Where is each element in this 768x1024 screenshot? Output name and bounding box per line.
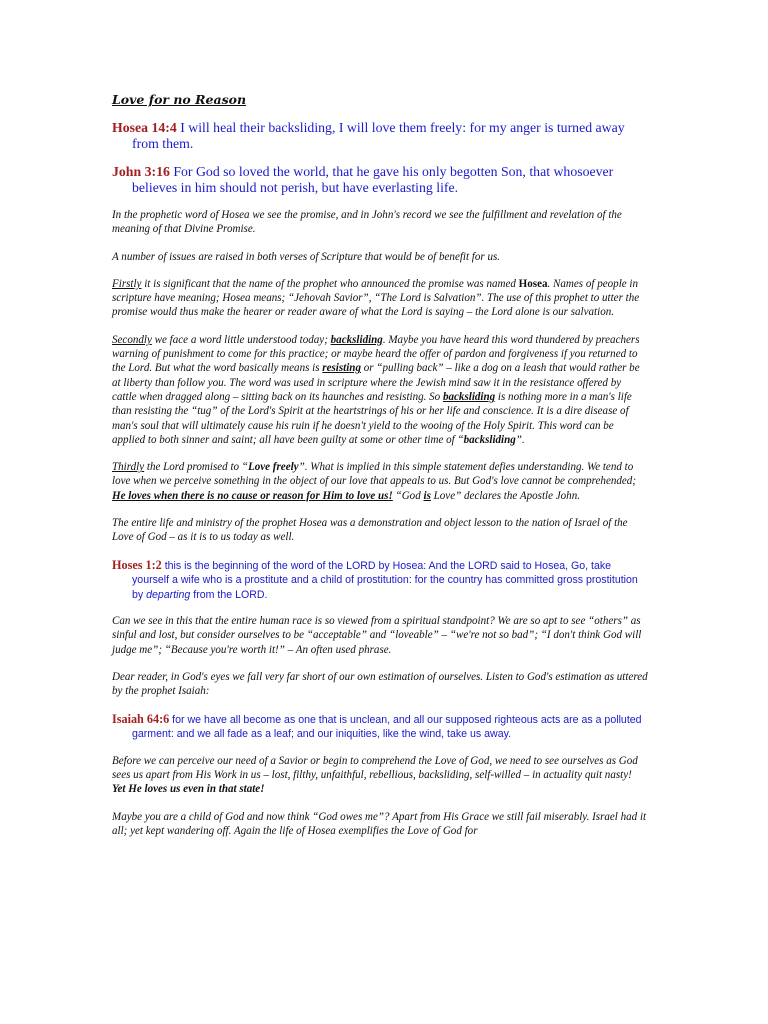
emphasis-hosea: Hosea: [518, 277, 548, 290]
paragraph-hosea-life: The entire life and ministry of the prophet Hosea was a demonstration and object lesson to the nation of Israel of the Love of God – as it is to us today as well.: [112, 517, 628, 544]
verse-reference: John 3:16: [112, 164, 170, 179]
paragraph-lead: Firstly: [112, 277, 142, 290]
paragraph-lead: Secondly: [112, 333, 152, 346]
paragraph-lead: Thirdly: [112, 461, 145, 474]
document-body: [112, 92, 648, 851]
emphasis-word: is: [423, 489, 431, 502]
paragraph-child-of-god: Maybe you are a child of God and now think “God owes me”? Apart from His Grace we still fail miserably. Israel had it all; yet kept wandering off. Again the life of Hosea exemplifies the Love of God for: [112, 810, 647, 837]
paragraph-human-race: Can we see in this that the entire human race is so viewed from a spiritual standpoint? We are so apt to see “others” as sinful and lost, but consider ourselves to be “acceptable” and “loveable” – “we're not so bad”; “I don't think God will judge me”; “Because you're worth it!” – An often used phrase.: [112, 615, 642, 656]
text-run: it is significant that the name of the prophet who announced the promise was named: [141, 277, 519, 290]
emphasis-word: backsliding: [463, 433, 516, 446]
verse-text: this is the beginning of the word of the LORD by Hosea: And the LORD said to Hosea, Go, take yourself a wife who is a prostitute and a child of prostitution: for the country has committed gross prostitution by: [132, 559, 638, 601]
text-run: . Names of people in scripture have meaning; Hosea means; “Jehovah Savior”, “The Lord is Salvation”. The use of this prophet to utter the promise would thus make the hearer or reader aware of what the Lord is saying – the Lord alone is our salvation.: [112, 277, 640, 319]
verse-reference: Hoses 1:2: [112, 557, 162, 572]
text-run: or “pulling back” – like a dog on a leash that would rather be at liberty than follow you. The word was used in scripture where the Jewish mind saw it in the resistance offered by cattle when dragged along – sitting back on its haunches and resisting. So: [112, 362, 640, 403]
paragraph-dear-reader: Dear reader, in God's eyes we fall very far short of our own estimation of ourselves. Listen to God's estimation as uttered by the prophet Isaiah:: [112, 671, 648, 698]
verse-isaiah-64-6: [112, 712, 648, 742]
emphasis-word: Love freely: [247, 461, 299, 474]
text-run: ”. What is implied in this simple statement defies understanding. We tend to love when we perceive something in the object of our love that appeals to us. But God's love cannot be comprehended;: [112, 461, 636, 488]
text-run: . Maybe you have heard this word thundered by preachers warning of punishment to come for this practice; or maybe heard the offer of pardon and forgiveness if you returned to the Lord. But what the word basically means is: [112, 333, 640, 375]
verse-text: from the LORD.: [190, 588, 268, 601]
paragraph-secondly: [112, 333, 648, 447]
paragraph-thirdly: [112, 460, 648, 503]
paragraph-firstly: [112, 277, 648, 320]
emphasis-word: backsliding: [442, 390, 496, 403]
emphasis-word: backsliding: [330, 333, 383, 346]
verse-text: for we have all become as one that is unclean, and all our supposed righteous acts are as a polluted garment: and we all fade as a leaf; and our iniquities, like the wind, take us away.: [132, 713, 642, 741]
paragraph-savior: [112, 754, 648, 797]
paragraph-issues: A number of issues are raised in both verses of Scripture that would be of benefit for us.: [112, 250, 501, 263]
emphasis-word: resisting: [322, 362, 361, 375]
emphasis-statement: He loves when there is no cause or reason for Him to love us!: [112, 489, 393, 502]
verse-emphasis: departing: [146, 588, 191, 601]
text-run: ”.: [515, 433, 525, 446]
text-run: we face a word little understood today;: [151, 333, 331, 346]
verse-reference: Hosea 14:4: [112, 120, 177, 135]
verse-john-3-16: [112, 164, 648, 196]
paragraph-intro: In the prophetic word of Hosea we see the promise, and in John's record we see the fulfillment and revelation of the meaning of that Divine Promise.: [112, 209, 622, 236]
verse-text: For God so loved the world, that he gave his only begotten Son, that whosoever believes in him should not perish, but have everlasting life.: [132, 164, 614, 195]
emphasis-statement: Yet He loves us even in that state!: [112, 783, 265, 796]
verse-hosea-1-2: [112, 558, 648, 603]
text-run: Before we can perceive our need of a Savior or begin to comprehend the Love of God, we need to see ourselves as God sees us apart from His Work in us – lost, filthy, unfaithful, rebellious, backsliding, self-willed – in actuality quit nasty!: [112, 754, 638, 781]
verse-hosea-14-4: [112, 120, 648, 152]
text-run: “God: [392, 489, 424, 502]
text-run: is nothing more in a man's life than resisting the “tug” of the Lord's Spirit at the heartstrings of his or her life and conscience. It is a dire disease of man's soul that will ultimately cause his ruin if he doesn't yield to the wooing of the Holy Spirit. This word can be applied to both sinner and saint; all have been guilty at some or other time of “: [112, 390, 632, 446]
text-run: Love” declares the Apostle John.: [430, 489, 580, 502]
text-run: the Lord promised to “: [144, 461, 248, 474]
page-title: Love for no Reason: [112, 92, 247, 107]
verse-reference: Isaiah 64:6: [112, 711, 170, 726]
verse-text: I will heal their backsliding, I will love them freely: for my anger is turned away from them.: [132, 120, 625, 151]
